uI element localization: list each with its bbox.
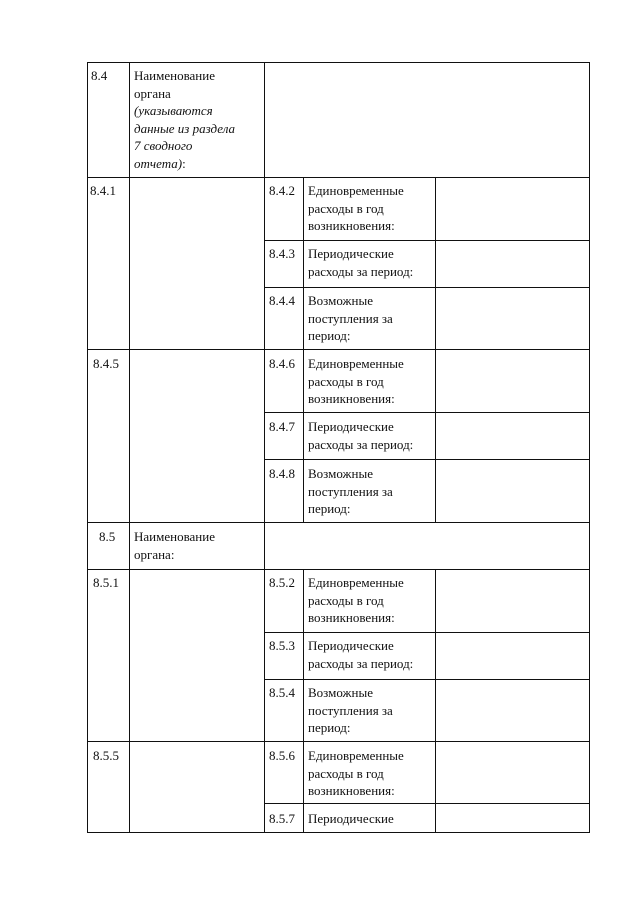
row-label-line: расходы за период:	[308, 263, 414, 279]
row-label	[308, 747, 404, 800]
row-label-line: Периодические	[308, 638, 394, 653]
section-note-line: 7 сводного	[134, 138, 193, 153]
section-number: 8.5	[99, 529, 116, 544]
row-label	[308, 465, 393, 518]
row-label-line: период:	[308, 720, 351, 735]
row-label-line: расходы в год	[308, 765, 384, 781]
row-label-line: поступления за	[308, 483, 393, 499]
section-name	[134, 528, 215, 563]
row-label-line: период:	[308, 328, 351, 343]
row-label	[308, 245, 413, 280]
group-number: 8.4.1	[90, 183, 116, 198]
row-label	[308, 182, 404, 235]
row-number: 8.4.3	[269, 246, 295, 261]
row-label-line: поступления за	[308, 310, 393, 326]
row-number: 8.4.7	[269, 419, 295, 434]
row-label-line: возникновения:	[308, 610, 395, 625]
row-label	[308, 292, 393, 345]
row-label-line: Единовременные	[308, 183, 404, 198]
section-note-colon: :	[182, 155, 186, 171]
group-number: 8.5.5	[93, 748, 119, 763]
row-number: 8.5.3	[269, 638, 295, 653]
row-label	[308, 637, 413, 672]
group-number: 8.5.1	[93, 575, 119, 590]
section-name-line: органа:	[134, 546, 175, 562]
section-note-text: отчета)	[134, 155, 183, 171]
row-label	[308, 418, 413, 453]
section-number: 8.4	[91, 68, 108, 83]
row-label-line: Периодические	[308, 246, 394, 261]
row-number: 8.4.6	[269, 356, 295, 371]
section-name-line: органа	[134, 85, 171, 101]
row-label-line: поступления за	[308, 702, 393, 718]
row-label	[308, 574, 404, 627]
row-label-line: Возможные	[308, 293, 373, 308]
section-note-line: (указываются	[134, 103, 213, 118]
row-label-line: расходы в год	[308, 592, 384, 608]
row-label	[308, 810, 394, 828]
row-label	[308, 684, 393, 737]
row-label-line: расходы за период:	[308, 655, 414, 671]
row-number: 8.5.4	[269, 685, 295, 700]
row-label-line: возникновения:	[308, 218, 395, 233]
row-label-line: Возможные	[308, 685, 373, 700]
row-number: 8.4.4	[269, 293, 295, 308]
row-number: 8.4.8	[269, 466, 295, 481]
row-number: 8.5.7	[269, 811, 295, 826]
row-number: 8.4.2	[269, 183, 295, 198]
row-label-line: возникновения:	[308, 391, 395, 406]
row-label	[308, 355, 404, 408]
row-label-line: расходы в год	[308, 373, 384, 389]
section-name-line: Наименование	[134, 529, 215, 544]
row-number: 8.5.6	[269, 748, 295, 763]
section-note-line	[134, 155, 235, 173]
section-name	[134, 67, 235, 172]
section-name-line: Наименование	[134, 68, 215, 83]
row-label-line: Периодические	[308, 811, 394, 826]
row-label-line: Единовременные	[308, 575, 404, 590]
row-label-line: Единовременные	[308, 356, 404, 371]
row-label-line: Единовременные	[308, 748, 404, 763]
row-label-line: Возможные	[308, 466, 373, 481]
row-label-line: расходы в год	[308, 200, 384, 216]
row-number: 8.5.2	[269, 575, 295, 590]
group-number: 8.4.5	[93, 356, 119, 371]
section-note-line: данные из раздела	[134, 120, 236, 136]
row-label-line: период:	[308, 501, 351, 516]
row-label-line: возникновения:	[308, 783, 395, 798]
row-label-line: Периодические	[308, 419, 394, 434]
row-label-line: расходы за период:	[308, 436, 414, 452]
